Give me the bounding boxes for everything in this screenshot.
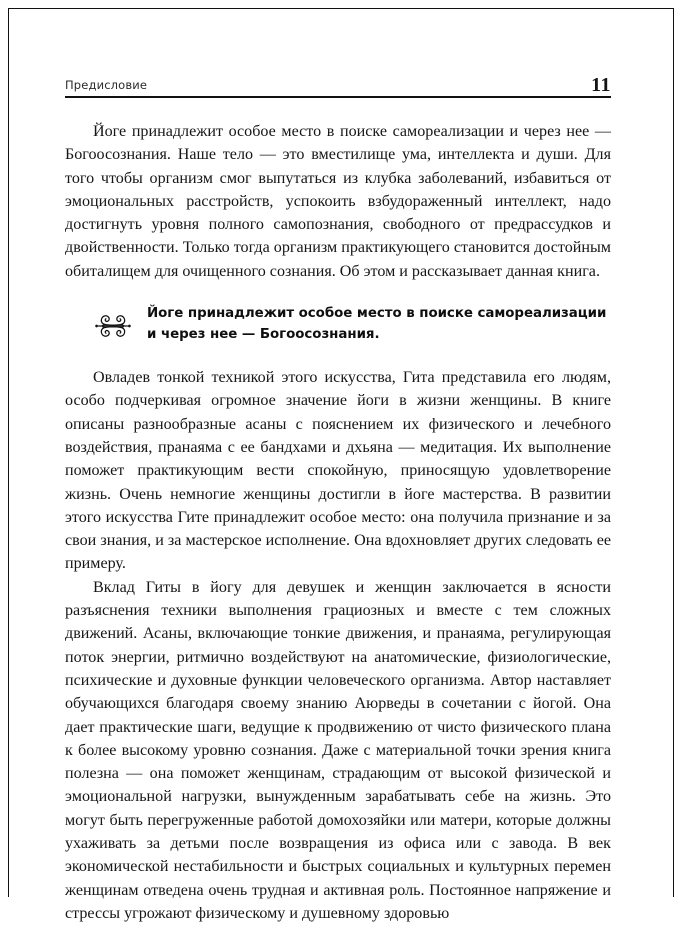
- book-page-sheet: [8, 8, 674, 922]
- header-divider-rule: [65, 96, 611, 98]
- pull-quote-text: Йоге принадлежит особое место в поиске самореализации и через нее — Богоосознания.: [147, 306, 607, 342]
- running-header-title: Предисловие: [65, 78, 148, 92]
- page-content-area: [65, 64, 611, 925]
- paragraph-3: Вклад Гиты в йогу для девушек и женщин заключается в ясности разъяснения техники выполнения грациозных и вместе с тем сложных движений. Асаны, включающие тонкие движения, и пранаяма, регулирующая поток энергии, ритмично воздействуют на анатомические, физиологические, психические и духовные функции человеческого организма. Автор наставляет обучающихся благодаря своему знанию Аюрведы в сочетании с йогой. Она дает практические шаги, ведущие к продвижению от чисто физического плана к более высокому уровню сознания. Даже с материальной точки зрения книга полезна — она поможет женщинам, страдающим от высокой физической и эмоциональной нагрузки, вынужденным зарабатывать себе на жизнь. Это могут быть перегруженные работой домохозяйки или матери, которые должны ухаживать за детьми после возвращения из офиса или с завода. В век экономической нестабильности и быстрых социальных и культурных перемен женщинам отведена очень трудная и активная роль. Постоянное напряжение и стрессы угрожают физическому и душевному здоровью: [65, 578, 611, 922]
- running-header: [65, 64, 611, 98]
- page-number: 11: [591, 74, 611, 96]
- paragraph-1: Йоге принадлежит особое место в поиске самореализации и через нее — Богоосознания. Наше тело — это вместилище ума, интеллекта и души. Для того чтобы организм смог выпутаться из клубка заболеваний, избавиться от эмоциональных расстройств, успокоить взбудораженный интеллект, надо достигнуть уровня полного самопознания, свободного от предрассудков и двойственности. Только тогда организм практикующего становится достойным обиталищем для очищенного сознания. Об этом и рассказывает данная книга.: [65, 123, 611, 280]
- body-text-column: [65, 120, 611, 925]
- scrollwork-ornament-icon: [92, 306, 134, 346]
- paragraph-2: Овладев тонкой техникой этого искусства, Гита представила его людям, особо подчеркивая огромное значение йоги в жизни женщины. В книге описаны разнообразные асаны с пояснением их физического и лечебного воздействия, пранаяма с ее бандхами и дхьяна — медитация. Их выполнение поможет практикующим вести спокойную, приносящую удовлетворение жизнь. Очень немногие женщины достигли в йоге мастерства. В развитии этого искусства Гите принадлежит особое место: она получила признание и за свои знания, и за мастерское исполнение. Она вдохновляет других следовать ее примеру.: [65, 369, 611, 573]
- pull-quote-callout: [65, 304, 611, 346]
